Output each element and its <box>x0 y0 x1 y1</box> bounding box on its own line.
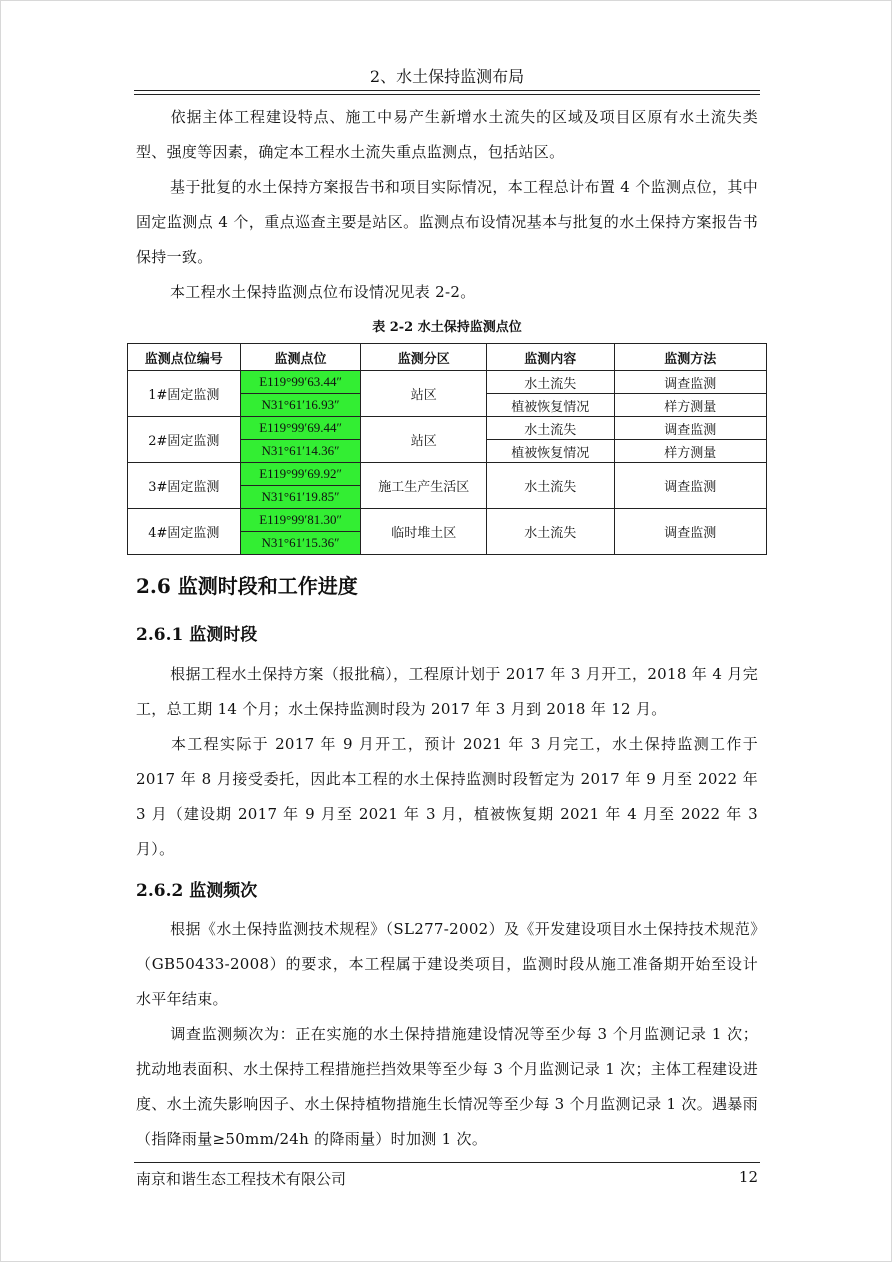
point-id-cell: 2#固定监测 <box>128 417 241 463</box>
footer-company: 南京和谐生态工程技术有限公司 <box>136 1170 347 1188</box>
longitude-cell: E119°99′63.44″ <box>240 371 361 394</box>
zone-cell: 施工生产生活区 <box>361 463 487 509</box>
method-cell: 调查监测 <box>614 509 766 555</box>
content-cell: 植被恢复情况 <box>487 440 615 463</box>
content-cell: 水土流失 <box>487 463 615 509</box>
method-cell: 样方测量 <box>614 440 766 463</box>
paragraph: 根据《水土保持监测技术规程》（SL277-2002）及《开发建设项目水土保持技术规范》（GB50433-2008）的要求，本工程属于建设类项目，监测时段从施工准备期开始至设计水平年结束。 <box>136 920 758 1008</box>
paragraph: 根据工程水土保持方案（报批稿），工程原计划于 2017 年 3 月开工，2018 年 4 月完工，总工期 14 个月；水土保持监测时段为 2017 年 3 月到 2018 年 12 月。 <box>136 665 758 718</box>
method-cell: 样方测量 <box>614 394 766 417</box>
table-row <box>128 463 767 486</box>
latitude-cell: N31°61′15.36″ <box>240 532 361 555</box>
latitude-cell: N31°61′16.93″ <box>240 394 361 417</box>
page-number: 12 <box>738 1168 758 1186</box>
method-cell: 调查监测 <box>614 371 766 394</box>
paragraph: 本工程水土保持监测点位布设情况见表 2-2。 <box>170 283 476 301</box>
monitoring-points-table <box>127 343 767 555</box>
content-cell: 水土流失 <box>487 417 615 440</box>
table-caption: 表 2-2 水土保持监测点位 <box>372 320 522 335</box>
content-cell: 水土流失 <box>487 371 615 394</box>
paragraph: 调查监测频次为：正在实施的水土保持措施建设情况等至少每 3 个月监测记录 1 次；扰动地表面积、水土保持工程措施拦挡效果等至少每 3 个月监测记录 1 次；主体工程建设进度、水土流失影响因子、水土保持植物措施生长情况等至少每 3 个月监测记录 1 次。遇暴雨（指降雨量≥50mm/24h 的降雨量）时加测 1 次。 <box>136 1025 758 1148</box>
table-row <box>128 371 767 394</box>
longitude-cell: E119°99′69.44″ <box>240 417 361 440</box>
latitude-cell: N31°61′19.85″ <box>240 486 361 509</box>
table-row <box>128 509 767 532</box>
table-row <box>128 417 767 440</box>
header-cell: 监测分区 <box>361 344 487 371</box>
section-heading: 2.6 监测时段和工作进度 <box>136 574 358 598</box>
subsection-heading: 2.6.1 监测时段 <box>136 625 258 645</box>
zone-cell: 临时堆土区 <box>361 509 487 555</box>
subsection-heading: 2.6.2 监测频次 <box>136 881 258 901</box>
header-cell: 监测点位编号 <box>128 344 241 371</box>
zone-cell: 站区 <box>361 417 487 463</box>
header-rule <box>134 90 760 95</box>
paragraph: 本工程实际于 2017 年 9 月开工，预计 2021 年 3 月完工，水土保持监测工作于 2017 年 8 月接受委托，因此本工程的水土保持监测时段暂定为 2017 年 9 月至 2022 年 3 月（建设期 2017 年 9 月至 2021 年 3 月，植被恢复期 2021 年 4 月至 2022 年 3 月）。 <box>136 735 758 858</box>
content-cell: 植被恢复情况 <box>487 394 615 417</box>
paragraph: 依据主体工程建设特点、施工中易产生新增水土流失的区域及项目区原有水土流失类型、强度等因素，确定本工程水土流失重点监测点，包括站区。 <box>136 108 758 161</box>
content-cell: 水土流失 <box>487 509 615 555</box>
running-header: 2、水土保持监测布局 <box>369 67 525 86</box>
longitude-cell: E119°99′81.30″ <box>240 509 361 532</box>
footer-rule <box>134 1162 760 1163</box>
paragraph: 基于批复的水土保持方案报告书和项目实际情况，本工程总计布置 4 个监测点位，其中固定监测点 4 个，重点巡查主要是站区。监测点布设情况基本与批复的水土保持方案报告书保持一致。 <box>136 178 758 266</box>
method-cell: 调查监测 <box>614 463 766 509</box>
table-header-row <box>128 344 767 371</box>
header-cell: 监测方法 <box>614 344 766 371</box>
point-id-cell: 1#固定监测 <box>128 371 241 417</box>
point-id-cell: 3#固定监测 <box>128 463 241 509</box>
longitude-cell: E119°99′69.92″ <box>240 463 361 486</box>
header-cell: 监测点位 <box>240 344 361 371</box>
latitude-cell: N31°61′14.36″ <box>240 440 361 463</box>
zone-cell: 站区 <box>361 371 487 417</box>
point-id-cell: 4#固定监测 <box>128 509 241 555</box>
header-cell: 监测内容 <box>487 344 615 371</box>
method-cell: 调查监测 <box>614 417 766 440</box>
